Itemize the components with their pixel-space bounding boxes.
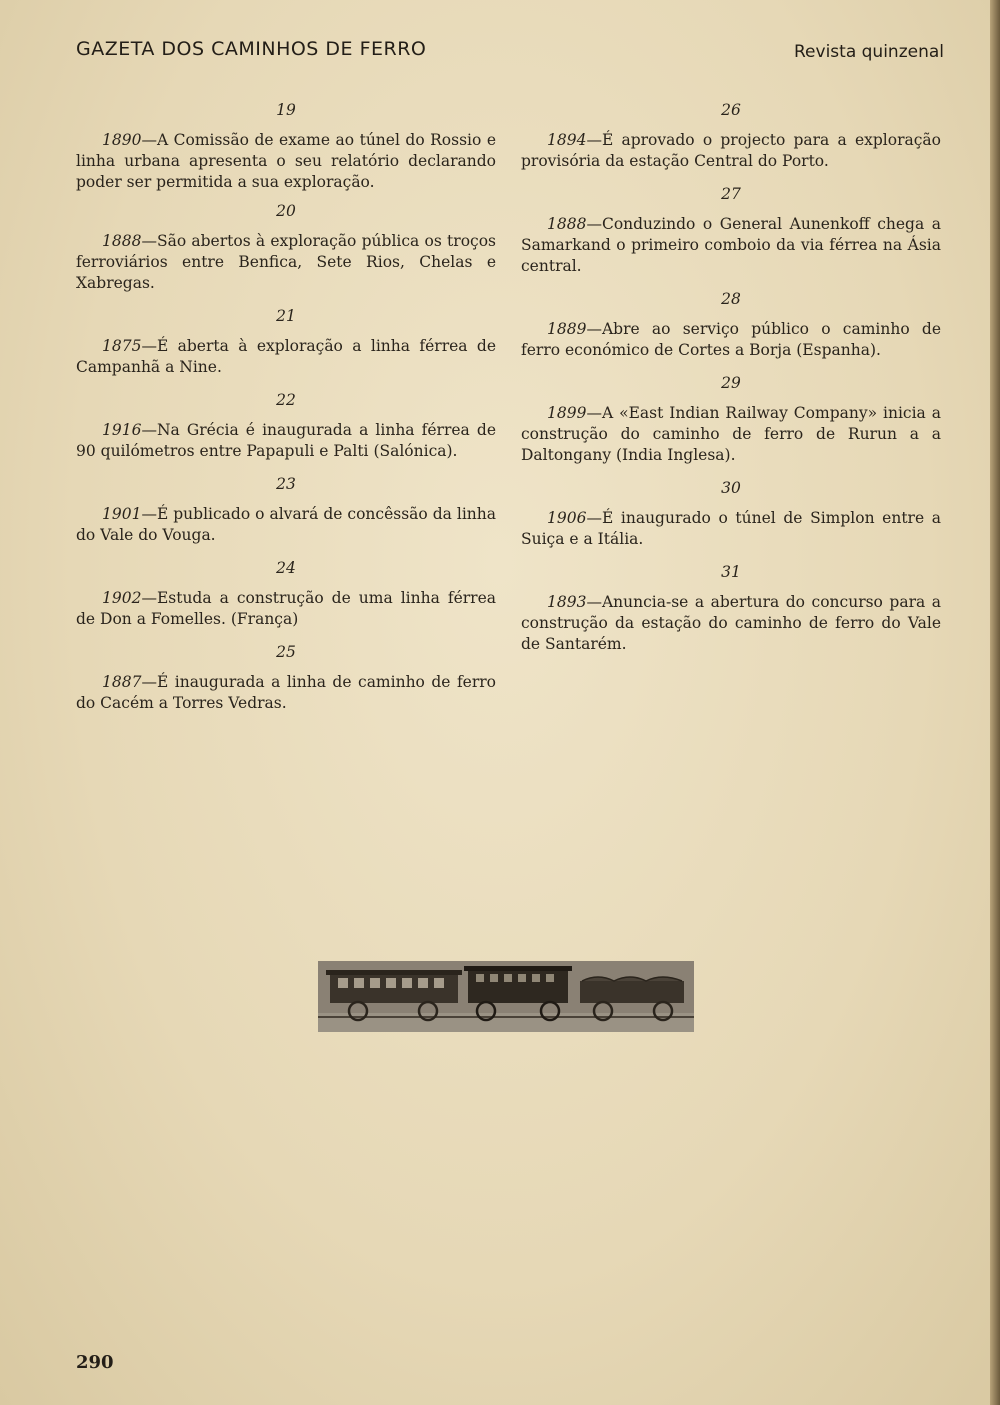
dash: — (141, 589, 157, 607)
chronology-entry (521, 130, 941, 172)
dash: — (586, 404, 602, 422)
day-number: 30 (721, 479, 741, 497)
dash: — (141, 673, 157, 691)
entry-year: 1888 (547, 215, 587, 233)
train-illustration (318, 961, 694, 1032)
entry-year: 1893 (547, 593, 587, 611)
dash: — (586, 320, 602, 338)
chronology-entry (76, 130, 496, 193)
left-column (76, 98, 496, 724)
day-number: 31 (721, 563, 741, 581)
chronology-entry (76, 672, 496, 714)
day-number: 29 (721, 374, 741, 392)
journal-title: GAZETA DOS CAMINHOS DE FERRO (76, 38, 427, 60)
chronology-entry (521, 508, 941, 550)
entry-text: São abertos à exploração pública os troços ferroviários entre Benfica, Sete Rios, Chelas e Xabregas. (76, 232, 496, 292)
dash: — (586, 509, 602, 527)
day-number: 26 (721, 101, 741, 119)
chronology-entry (521, 403, 941, 466)
day-number: 21 (276, 307, 296, 325)
entry-year: 1888 (102, 232, 142, 250)
entry-text: Abre ao serviço público o caminho de ferro económico de Cortes a Borja (Espanha). (521, 320, 941, 359)
entry-text: É inaugurado o túnel de Simplon entre a Suiça e a Itália. (521, 509, 941, 548)
dash: — (141, 337, 157, 355)
page-edge (990, 0, 1000, 1405)
day-number: 27 (721, 185, 741, 203)
day-number: 25 (276, 643, 296, 661)
entry-year: 1889 (547, 320, 587, 338)
day-number: 20 (276, 202, 296, 220)
right-column (521, 98, 941, 665)
entry-text: A «East Indian Railway Company» inicia a construção do caminho de ferro de Rurun a a Daltongany (India Inglesa). (521, 404, 941, 464)
day-number: 24 (276, 559, 296, 577)
chronology-entry (76, 420, 496, 462)
day-number: 22 (276, 391, 296, 409)
entry-text: É aberta à exploração a linha férrea de Campanhã a Nine. (76, 337, 496, 376)
dash: — (586, 131, 602, 149)
entry-text: Anuncia-se a abertura do concurso para a construção da estação do caminho de ferro do Vale de Santarém. (521, 593, 941, 653)
chronology-entry (521, 214, 941, 277)
entry-year: 1906 (547, 509, 587, 527)
journal-subtitle: Revista quinzenal (794, 42, 944, 62)
dash: — (586, 215, 602, 233)
entry-text: É publicado o alvará de concêssão da linha do Vale do Vouga. (76, 505, 496, 544)
entry-year: 1899 (547, 404, 587, 422)
entry-year: 1875 (102, 337, 142, 355)
entry-text: É inaugurada a linha de caminho de ferro do Cacém a Torres Vedras. (76, 673, 496, 712)
entry-year: 1887 (102, 673, 142, 691)
entry-text: A Comissão de exame ao túnel do Rossio e linha urbana apresenta o seu relatório declarando poder ser permitida a sua exploração. (76, 131, 496, 191)
train-illustration-drawing (318, 961, 694, 1032)
entry-text: É aprovado o projecto para a exploração provisória da estação Central do Porto. (521, 131, 941, 170)
day-number: 23 (276, 475, 296, 493)
day-number: 28 (721, 290, 741, 308)
entry-year: 1902 (102, 589, 142, 607)
chronology-entry (76, 336, 496, 378)
dash: — (586, 593, 602, 611)
entry-year: 1916 (102, 421, 142, 439)
page-number: 290 (76, 1352, 114, 1373)
dash: — (141, 131, 157, 149)
chronology-entry (521, 319, 941, 361)
entry-text: Conduzindo o General Aunenkoff chega a Samarkand o primeiro comboio da via férrea na Ásia central. (521, 215, 941, 275)
dash: — (141, 421, 157, 439)
chronology-entry (76, 231, 496, 294)
dash: — (141, 505, 157, 523)
chronology-entry (521, 592, 941, 655)
chronology-entry (76, 504, 496, 546)
entry-year: 1890 (102, 131, 142, 149)
entry-text: Estuda a construção de uma linha férrea de Don a Fomelles. (França) (76, 589, 496, 628)
entry-text: Na Grécia é inaugurada a linha férrea de 90 quilómetros entre Papapuli e Palti (Salónica). (76, 421, 496, 460)
entry-year: 1901 (102, 505, 142, 523)
chronology-entry (76, 588, 496, 630)
day-number: 19 (276, 101, 296, 119)
dash: — (141, 232, 157, 250)
entry-year: 1894 (547, 131, 587, 149)
